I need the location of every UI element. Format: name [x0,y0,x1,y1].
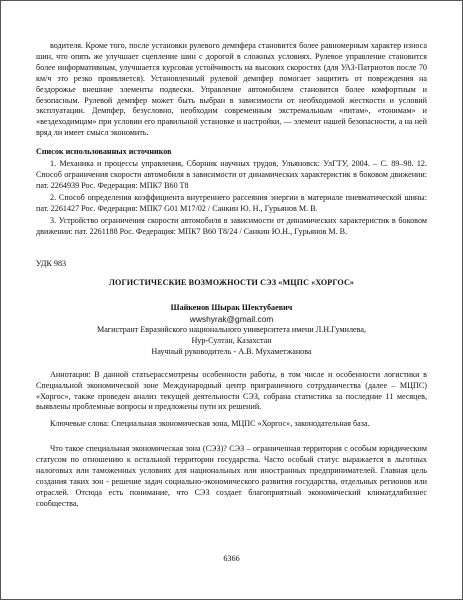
intro-paragraph: водителя. Кроме того, после установки рулевого демпфера становится более равномерным характер износа шин, что опять же улучшает сцепление шин с дорогой в сложных условиях. Рулевое управление становится более информативным, улучшается курсовая устойчивость на высоких скоростях (для УАЗ-Патриотов после 70 км/ч это резко проявляется). Установленный рулевой демпфер помогает защитить от повреждения на бездорожье внешние элементы подвески. Управление автомобилем становится более комфортным и безопасным. Рулевой демпфер может быть выбран в зависимости от необходимой жесткости и условий эксплуатации. Демпфер, безусловно, необходим современным экстремальным «питам», «тонимам» и «вездеходимцам» при условии его правильной установке и настройки, — элемент нашей безопасности, а на ней вряд ли имеет смысл экономить. [36,41,427,138]
author-email: wwshyrak@gmail.com [189,314,274,325]
reference-item-1: 1. Механика и процессы управления, Сборник научных трудов, Ульяновск: УлГТУ, 2004. – С. 89–98. 12. Способ ограничения скорости автомобиля в зависимости от динамических характеристик в боковом движении: пат. 2264939 Рос. Федерация: МПК7 B60 T8 [36,159,427,190]
reference-item-2: 2. Способ определения коэффициента внутреннего рассеяния энергии в материале пневматической шины: пат. 2261427 Рос. Федерация: МПК7 G01 M17/02 / Санкин Ю. Н., Гурьянов М. В. [36,192,427,213]
author-affiliation: Магистрант Евразийского национального университета имени Л.Н.Гумилева, [96,325,367,335]
page-content [36,41,427,510]
article-title: ЛОГИСТИЧЕСКИЕ ВОЗМОЖНОСТИ СЭЗ «МЦПС «ХОРГОС» [108,278,355,288]
author-name: Шайкенов Шырак Шектубаевич [170,303,293,313]
keywords: Ключевые слова: Специальная экономическая зона, МЦПС «Хоргос», законодательная база. [50,419,370,429]
references-title: Список использованных источников [36,147,172,157]
udk-code: УДК 983 [36,259,67,269]
author-city: Нур-Султан, Казахстан [191,335,272,345]
body-paragraph: Что такое специальная экономическая зона (СЭЗ)? СЭЗ – ограниченная территория с особым юридическим статусом по отношению к остальной территории государства. Часто особый статус выражается в льготных налоговых или таможенных условиях для национальных или иностранных предпринимателей. Главная цель создания таких зон - решение задач социально-экономического развития государства, отдельных регионов или отраслей. Отсюда есть понимание, что СЭЗ создает благоприятный экономический климатдлябизнес сообщества. [36,444,427,508]
reference-item-3: 3. Устройство ограничения скорости автомобиля в зависимости от динамических характеристик в боковом движении: пат. 2261188 Рос. Федерация: МПК7 B60 T8/24 / Санкин Ю.Н., Гурьянов М. В. [36,215,427,236]
abstract: Аннотация: В данной статьерассмотрены особенности работы, в том числе и особенности логистики в Специальной экономической зоне Международный центр приграничного сотрудничества (далее – МЦПС) «Хоргос», также проведен анализ текущей деятельности СЭЗ, собрана статистика за последние 11 месяцев, выявлены проблемные вопросы и предложены пути их решений. [36,369,427,412]
supervisor: Научный руководитель - А.В. Мухаметжанова [151,346,312,356]
page-number: 6366 [223,554,240,563]
